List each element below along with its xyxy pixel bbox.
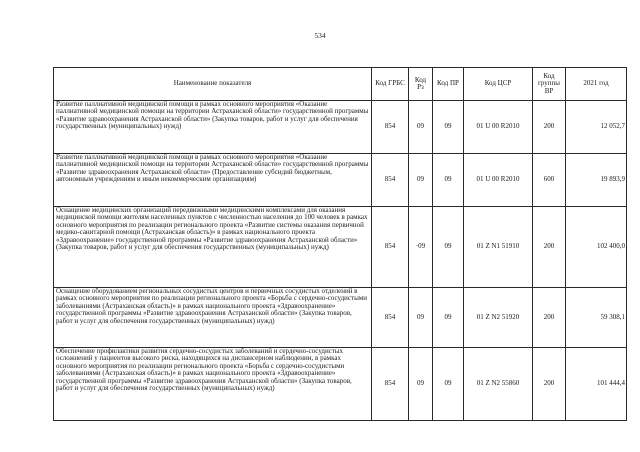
csr-cell: 01 Z N2 51920 (464, 288, 533, 348)
csr-cell: 01 U 00 R2010 (464, 154, 533, 207)
grbs-cell: 854 (372, 207, 409, 288)
amount-cell: 12 052,7 (566, 101, 627, 154)
rz-cell: ·09 (409, 207, 433, 288)
vr-cell: 200 (533, 207, 566, 288)
rz-cell: 09 (409, 348, 433, 421)
table-row (54, 288, 627, 348)
indicator-name: Оснащение медицинских организаций передвижными медицинскими комплексами для оказания медицинской помощи жителям населенных пунктов с численностью населения до 100 человек в рамках основного мероприятия по реализации регионального проекта «Развитие системы оказания первичной медико-санитарной помощи (Астраханская область)» в рамках национального проекта «Здравоохранение» государственной программы «Развитие здравоохранения Астраханской области» (Закупка товаров, работ и услуг для обеспечения государственных (муниципальных) нужд) (56, 207, 368, 252)
table-row (54, 154, 627, 207)
vr-cell: 200 (533, 288, 566, 348)
amount-cell: 101 444,4 (566, 348, 627, 421)
grbs-cell: 854 (372, 288, 409, 348)
header-csr: Код ЦСР (464, 68, 533, 101)
header-pr: Код ПР (433, 68, 464, 101)
vr-cell: 200 (533, 348, 566, 421)
header-grbs: Код ГРБС (372, 68, 409, 101)
grbs-cell: 854 (372, 101, 409, 154)
pr-cell: 09 (433, 288, 464, 348)
csr-cell: 01 Z N2 55860 (464, 348, 533, 421)
amount-cell: 102 400,0 (566, 207, 627, 288)
header-rz: Код Рз (409, 68, 433, 101)
vr-cell: 600 (533, 154, 566, 207)
header-name: Наименование показателя (54, 68, 372, 101)
table-row (54, 101, 627, 154)
header-vr: Код группы ВР (533, 68, 566, 101)
header-year: 2021 год (566, 68, 627, 101)
vr-cell: 200 (533, 101, 566, 154)
csr-cell: 01 Z N1 51910 (464, 207, 533, 288)
rz-cell: 09 (409, 101, 433, 154)
grbs-cell: 854 (372, 154, 409, 207)
pr-cell: 09 (433, 348, 464, 421)
indicator-name: Оснащение оборудованием региональных сосудистых центров и первичных сосудистых отделений в рамках основного мероприятия по реализации регионального проекта «Борьба с сердечно-сосудистыми заболеваниями (Астраханская область)» в рамках национального проекта «Здравоохранение» государственной программы «Развитие здравоохранения Астраханской области» (Закупка товаров, работ и услуг для обеспечения государственных (муниципальных) нужд) (56, 288, 367, 325)
csr-cell: 01 U 00 R2010 (464, 101, 533, 154)
indicator-name: Развитие паллиативной медицинской помощи в рамках основного мероприятия «Оказание паллиативной медицинской помощи на территории Астраханской области» государственной программы «Развитие здравоохранения Астраханской области» (Предоставление субсидий бюджетным, автономным учреждениям и иным некоммерческим организациям) (56, 154, 369, 184)
indicator-name: Обеспечение профилактики развития сердечно-сосудистых заболеваний и сердечно-сосудистых осложнений у пациентов высокого риска, находящихся на диспансерном наблюдении, в рамках основного мероприятия по реализации регионального проекта «Борьба с сердечно-сосудистыми заболеваниями (Астраханская область)» в рамках национального проекта «Здравоохранение» государственной программы «Развитие здравоохранения Астраханской области» (Закупка товаров, работ и услуг для обеспечения государственных (муниципальных) нужд) (56, 348, 352, 393)
table-row (54, 207, 627, 288)
indicator-name: Развитие паллиативной медицинской помощи в рамках основного мероприятия «Оказание паллиативной медицинской помощи на территории Астраханской области» государственной программы «Развитие здравоохранения Астраханской области» (Закупка товаров, работ и услуг для обеспечения государственных (муниципальных) нужд) (56, 101, 369, 131)
pr-cell: 09 (433, 101, 464, 154)
grbs-cell: 854 (372, 348, 409, 421)
table-header-row (54, 68, 627, 101)
amount-cell: 19 893,9 (566, 154, 627, 207)
indicator-name-cell (54, 207, 372, 288)
rz-cell: 09 (409, 154, 433, 207)
pr-cell: 09 (433, 207, 464, 288)
indicator-name-cell (54, 154, 372, 207)
amount-cell: 59 308,1 (566, 288, 627, 348)
budget-table (53, 67, 627, 421)
indicator-name-cell (54, 101, 372, 154)
indicator-name-cell (54, 348, 372, 421)
rz-cell: 09 (409, 288, 433, 348)
indicator-name-cell (54, 288, 372, 348)
page-number: 534 (314, 31, 326, 40)
table-row (54, 348, 627, 421)
pr-cell: 09 (433, 154, 464, 207)
